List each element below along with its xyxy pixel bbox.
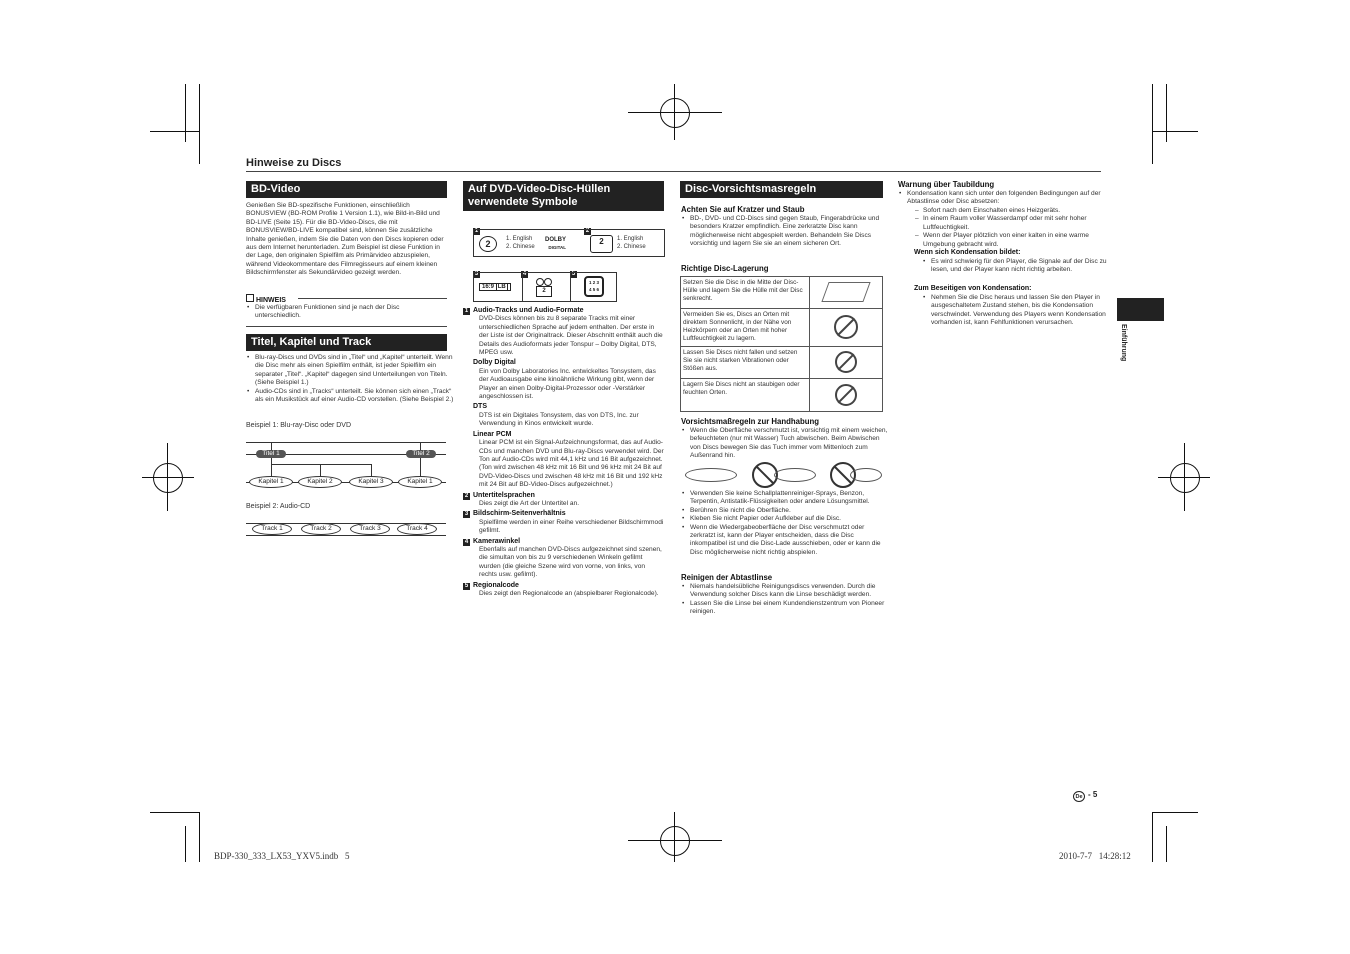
symbol-label-4: 4 [522, 271, 527, 277]
symbol-description-text: Ein von Dolby Laboratories Inc. entwickeltes Tonsystem, das der Audioausgabe eine kinoähnliche Wirkung gibt, wenn der Player an einen Dolby-Digital-Prozessor oder -Verstärker angeschlossen ist. [479, 367, 656, 401]
region-code-icon: 1 2 3 4 5 6 [584, 276, 604, 297]
table-cell: Lassen Sie Discs nicht fallen und setzen Sie sie nicht starken Vibrationen oder Stößen aus. [681, 347, 810, 379]
symbol-description [463, 431, 664, 490]
symbol-description-heading: DTS [473, 403, 487, 411]
list-item: • Die verfügbaren Funktionen sind je nach der Disc unterschiedlich. [255, 304, 447, 321]
list-item: – In einem Raum voller Wasserdampf oder mit sehr hoher Luftfeuchtigkeit. [923, 215, 1109, 232]
example1-label: Beispiel 1: Blu-ray-Disc oder DVD [246, 422, 352, 429]
track-pill: Track 3 [350, 523, 390, 535]
symbol-description-heading: 5 Regionalcode [464, 581, 519, 589]
symbol-description [463, 582, 664, 599]
wiping-illustrations [682, 462, 882, 486]
symbol-description-heading: Dolby Digital [473, 359, 516, 367]
hinweis-label: HINWEIS [246, 294, 286, 304]
list-item: • BD-, DVD- und CD-Discs sind gegen Staub, Fingerabdrücke und besonders Kratzer empfindlich. Eine zerkratzte Disc kann möglicherweise nicht abgespielt werden. Behandeln Sie Discs vorsichtig und lagern Sie sie an einem sicheren Ort. [690, 215, 890, 249]
subtitle-icon: 2 [590, 235, 613, 253]
disc-icon [850, 468, 882, 482]
taubildung-list [898, 190, 1107, 207]
storage-table [680, 276, 883, 412]
section-bar-disc-care: Disc-Vorsichtsmasregeln [680, 181, 883, 198]
reinigen-heading: Reinigen der Abtastlinse [681, 573, 773, 582]
list-item: • Kondensation kann sich unter den folgenden Bedingungen auf der Abtastlinse oder Disc absetzen: [907, 190, 1107, 207]
camera-angle-icon: 2 [534, 278, 554, 296]
symbol-box-aspect-angle-region [473, 272, 617, 302]
symbol-description-heading: 1 Audio-Tracks und Audio-Formate [464, 307, 584, 314]
track-pill: Track 2 [301, 523, 341, 535]
side-tab-marker [1117, 298, 1164, 321]
symbol-description-heading: 4 Kamerawinkel [464, 537, 521, 545]
table-row [681, 379, 883, 412]
handhabung-heading: Vorsichtsmaßregeln zur Handhabung [681, 417, 820, 426]
aspect-ratio-icon: 16:9 LB [479, 283, 511, 291]
language-badge-icon: De [1073, 791, 1085, 802]
list-item: – Sofort nach dem Einschalten eines Heizgeräts. [923, 207, 1109, 215]
table-cell: Vermeiden Sie es, Discs an Orten mit direktem Sonnenlicht, in der Nähe von Heizkörpern oder an Orten mit hoher Luftfeuchtigkeit zu lagern. [681, 309, 810, 347]
list-item: • Audio-CDs sind in „Tracks“ unterteilt. Sie können sich einen „Track“ als ein Musikstück auf einer Audio-CD vorstellen. (Siehe Beispiel 2.) [255, 388, 455, 405]
symbol-description-heading: 2 Untertitelsprachen [464, 491, 535, 499]
table-row [681, 277, 883, 309]
symbol-description-text: Ebenfalls auf manchen DVD-Discs aufgezeichnet sind szenen, die simultan von bis zu 9 verschiedenen Winkeln gefilmt wurden (die gleiche Szene wird von vorne, von links, von rechts usw. gefilmt). [479, 545, 662, 579]
subtitle-languages: 1. English 2. Chinese [617, 236, 646, 250]
section-bar-symbols: Auf DVD-Video-Disc-Hüllen verwendete Symbole [463, 181, 664, 211]
list-item: • Es wird schwierig für den Player, die Signale auf der Disc zu lesen, und der Player kann nicht richtig arbeiten. [931, 258, 1107, 275]
symbol-description [463, 492, 664, 509]
chapter-pill: Kapitel 1 [249, 476, 293, 488]
symbol-description-text: DVD-Discs können bis zu 8 separate Tracks mit einer unterschiedlichen Sprache auf jedem enthalten. Der erste in der Liste ist der Originaltrack. Dieser Abschnitt enthält auch die Details des Audioformats jeder Tonspur – Dolby Digital, DTS, MPEG usw. [479, 315, 663, 357]
symbols-descriptions [463, 307, 664, 600]
table-row [681, 309, 883, 347]
taubildung-heading: Warnung über Taubildung [898, 180, 995, 189]
list-item: • Berühren Sie nicht die Oberfläche. [690, 507, 890, 515]
symbol-label-2: 2 [585, 228, 590, 234]
list-item: • Blu-ray-Discs und DVDs sind in „Titel“ und „Kapitel“ unterteilt. Wenn die Disc mehr als einen Spielfilm enthält, ist jeder Spielfilm ein separater „Titel“. „Kapitel“ dagegen sind Unterteilungen von Titeln. (Siehe Beispiel 1.) [255, 354, 455, 388]
chapter-pill: Kapitel 1 [398, 476, 442, 488]
lagerung-heading: Richtige Disc-Lagerung [681, 264, 769, 273]
wenn-list [922, 258, 1107, 275]
zum-heading: Zum Beseitigen von Kondensation: [914, 285, 1032, 292]
symbol-description [463, 538, 664, 580]
symbol-description-text: Spielfilme werden in einer Reihe verschiedener Bildschirmmodi gefilmt. [479, 518, 664, 535]
symbol-description-heading: 3 Bildschirm-Seitenverhältnis [464, 510, 566, 518]
reinigen-list [681, 583, 892, 617]
wenn-heading: Wenn sich Kondensation bildet: [914, 249, 1021, 256]
section-bar-titel: Titel, Kapitel und Track [246, 334, 447, 351]
dolby-digital-logo: DOLBY DIGITAL [545, 237, 566, 250]
hinweis-list [246, 304, 447, 321]
handhabung-list-2 [681, 490, 890, 557]
table-row [681, 347, 883, 379]
footer-timestamp: 2010-7-7 14:28:12 [1059, 851, 1131, 861]
list-item: • Wenn die Oberfläche verschmutzt ist, vorsichtig mit einem weichen, befeuchteten (nur mit Wasser) Tuch abwischen. Beim Abwischen von Discs bewegen Sie das Tuch immer vom Mittenloch zum Außenrand hin. [690, 427, 890, 461]
section-bar-bd-video: BD-Video [246, 181, 447, 198]
track-pill: Track 4 [397, 523, 437, 535]
kratzer-heading: Achten Sie auf Kratzer und Staub [681, 205, 805, 214]
chapter-pill: Kapitel 2 [298, 476, 342, 488]
sun-heat-illustration [810, 309, 883, 347]
kratzer-list [681, 215, 890, 249]
symbol-description [463, 403, 664, 428]
bd-video-text: Genießen Sie BD-spezifische Funktionen, einschließlich BONUSVIEW (BD-ROM Profile 1 Version 1.1), wie Bild-in-Bild und BD-LIVE (Seite 15). Für die BD-Video-Discs, die mit BONUSVIEW/BD-LIVE kompatibel sind, können Sie zusätzliche Inhalte genießen, indem Sie die Daten von den Discs kopieren oder aus dem Internet herunterladen. Zum Beispiel ist diese Funktion in der Lage, den originalen Spielfilm als Primärvideo abzuspielen, während Videokommentare des Filmregisseurs auf einem kleinen Bildschirmfenster als Sekundärvideo gezeigt werden. [246, 202, 444, 277]
title-1-label: Titel 1 [256, 450, 286, 458]
disc-icon [774, 468, 816, 482]
page-number: - 5 [1088, 790, 1098, 799]
symbol-label-5: 5 [571, 271, 576, 277]
header-rule [246, 171, 1101, 172]
note-icon [246, 294, 254, 302]
drop-disc-illustration [810, 347, 883, 379]
track-pill: Track 1 [252, 523, 292, 535]
list-item: • Niemals handelsübliche Reinigungsdiscs verwenden. Durch die Verwendung solcher Discs kann die Linse beschädigt werden. [690, 583, 892, 600]
zum-list [922, 294, 1107, 328]
title-2-label: Titel 2 [406, 450, 436, 458]
table-cell: Lagern Sie Discs nicht an staubigen oder feuchten Orten. [681, 379, 810, 412]
symbol-box-audio-subtitle [473, 229, 665, 257]
list-item: • Lassen Sie die Linse bei einem Kundendienstzentrum von Pioneer reinigen. [690, 600, 892, 617]
symbol-description-text: Dies zeigt die Art der Untertitel an. [479, 499, 580, 507]
example2-label: Beispiel 2: Audio-CD [246, 503, 311, 510]
disc-wipe-correct-icon [685, 468, 737, 482]
side-tab-label: Einführung [1120, 324, 1127, 362]
symbol-description [463, 307, 664, 357]
symbol-description-text: Dies zeigt den Regionalcode an (abspielbarer Regionalcode). [479, 590, 659, 597]
table-cell: Setzen Sie die Disc in die Mitte der Disc-Hülle und lagern Sie die Hülle mit der Disc senkrecht. [681, 277, 810, 309]
dust-illustration [810, 379, 883, 412]
list-item: • Nehmen Sie die Disc heraus und lassen Sie den Player in ausgeschaltetem Zustand stehen, bis die Kondensation verschwindet. Verwendung des Players wenn Kondensation vorhanden ist, kann Fehlfunktionen verursachen. [931, 294, 1107, 328]
symbol-description-text: DTS ist ein Digitales Tonsystem, das von DTS, Inc. zur Verwendung in Kinos entwickelt wurde. [479, 411, 639, 428]
symbol-description-heading: Linear PCM [473, 430, 512, 438]
hinweis-rule [298, 298, 447, 299]
list-item: • Verwenden Sie keine Schallplattenreiniger-Sprays, Benzon, Terpentin, Antistatik-Flüssigkeiten oder andere Lösungsmittel. [690, 490, 890, 507]
list-item: • Kleben Sie nicht Papier oder Aufkleber auf die Disc. [690, 515, 890, 523]
taubildung-dash-list [914, 207, 1109, 249]
list-item: • Wenn die Wiedergabeoberfläche der Disc verschmutzt oder zerkratzt ist, kann der Player entscheiden, dass die Disc inkompatibel ist und die Disc-Lade ausschieben, oder er kann die Disc möglicherweise nicht richtig abspielen. [690, 524, 890, 558]
symbol-description [463, 510, 664, 535]
list-item: – Wenn der Player plötzlich von einer kalten in eine warme Umgebung gebracht wird. [923, 232, 1109, 249]
symbol-description [463, 359, 664, 401]
disc-case-illustration [810, 277, 883, 309]
audio-icon: 2 [479, 236, 497, 252]
symbol-description-text: Linear PCM ist ein Signal-Aufzeichnungsformat, das auf Audio-CDs und manchen DVD und Blu-ray-Discs verwendet wird. Der Ton auf Audio-CDs wird mit 44,1 kHz und 16 Bit aufgezeichnet. (Ton wird zwischen 48 kHz mit 16 Bit und 96 kHz mit 24 Bit auf DVD-Video-Discs und zwischen 48 kHz mit 16 Bit und 192 kHz mit 24 Bit auf BD-Video-Discs aufgezeichnet.) [479, 439, 664, 489]
page-header-title: Hinweise zu Discs [246, 157, 342, 169]
chapter-pill: Kapitel 3 [349, 476, 393, 488]
symbol-label-1: 1 [474, 228, 479, 234]
handhabung-list-1 [681, 427, 890, 461]
audio-languages: 1. English 2. Chinese [506, 236, 535, 250]
symbol-label-3: 3 [474, 271, 479, 277]
titel-list [246, 354, 455, 404]
footer-file-name: BDP-330_333_LX53_YXV5.indb 5 [214, 851, 350, 861]
hinweis-end-rule [246, 326, 447, 327]
